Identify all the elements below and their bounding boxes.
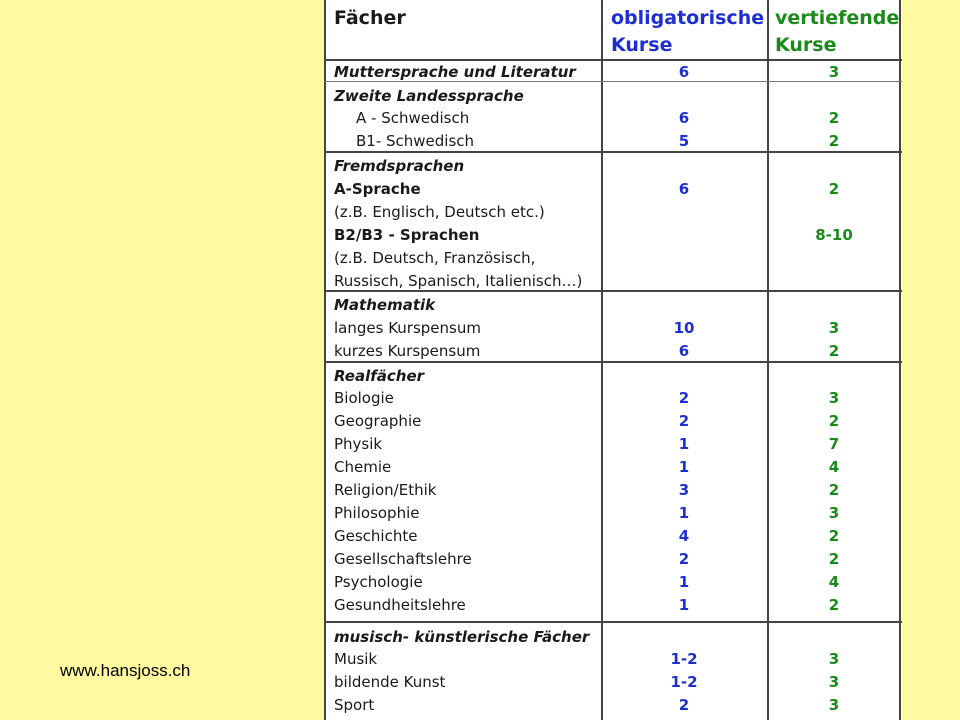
subject-label: Chemie: [334, 458, 392, 476]
advanced-value: 3: [828, 389, 840, 407]
subject-label: Biologie: [334, 389, 394, 407]
advanced-value: 3: [828, 673, 840, 691]
mandatory-value: 2: [678, 550, 690, 568]
category-label: Realfächer: [334, 367, 425, 385]
mandatory-value: 2: [678, 412, 690, 430]
mandatory-value: 1-2: [670, 673, 698, 691]
header-mandatory-line1: obligatorische: [611, 7, 765, 29]
row-divider: [324, 290, 902, 292]
mandatory-value: 1-2: [670, 650, 698, 668]
advanced-value: 2: [828, 596, 840, 614]
advanced-value: 2: [828, 132, 840, 150]
subject-label: B1- Schwedisch: [356, 132, 475, 150]
row-divider: [324, 151, 902, 153]
mandatory-value: 10: [673, 319, 695, 337]
course-table: [324, 0, 902, 720]
subject-label: bildende Kunst: [334, 673, 446, 691]
subject-label: A-Sprache: [334, 180, 421, 198]
subject-label: Gesellschaftslehre: [334, 550, 472, 568]
subject-label: langes Kurspensum: [334, 319, 481, 337]
header-subject: Fächer: [334, 7, 406, 29]
subject-label: Gesundheitslehre: [334, 596, 466, 614]
mandatory-value: 6: [678, 342, 690, 360]
mandatory-value: 2: [678, 696, 690, 714]
mandatory-value: 2: [678, 389, 690, 407]
mandatory-value: 6: [678, 109, 690, 127]
category-label: Muttersprache und Literatur: [334, 63, 576, 81]
mandatory-value: 6: [678, 180, 690, 198]
table-border-right: [899, 0, 901, 720]
subject-label: B2/B3 - Sprachen: [334, 226, 480, 244]
row-divider: [324, 361, 902, 363]
advanced-value: 4: [828, 458, 840, 476]
advanced-value: 2: [828, 109, 840, 127]
advanced-value: 3: [828, 650, 840, 668]
advanced-value: 3: [828, 696, 840, 714]
row-divider: [324, 59, 902, 61]
mandatory-value: 1: [678, 573, 690, 591]
advanced-value: 7: [828, 435, 840, 453]
table-border-left: [324, 0, 326, 720]
subject-note: (z.B. Deutsch, Französisch,: [334, 249, 536, 267]
mandatory-value: 5: [678, 132, 690, 150]
advanced-value: 2: [828, 481, 840, 499]
mandatory-value: 1: [678, 504, 690, 522]
category-label: Zweite Landessprache: [334, 87, 524, 105]
subject-label: Geographie: [334, 412, 422, 430]
subject-note: (z.B. Englisch, Deutsch etc.): [334, 203, 545, 221]
subject-label: Physik: [334, 435, 383, 453]
header-advanced-line2: Kurse: [775, 34, 837, 56]
subject-note: Russisch, Spanisch, Italienisch…): [334, 272, 583, 290]
category-label: Fremdsprachen: [334, 157, 465, 175]
advanced-value: 2: [828, 412, 840, 430]
advanced-value: 3: [828, 319, 840, 337]
mandatory-value: 4: [678, 527, 690, 545]
subject-label: Musik: [334, 650, 378, 668]
header-mandatory-line2: Kurse: [611, 34, 673, 56]
advanced-value: 3: [828, 504, 840, 522]
mandatory-value: 1: [678, 596, 690, 614]
subject-label: Geschichte: [334, 527, 418, 545]
column-divider-1: [601, 0, 603, 720]
mandatory-value: 1: [678, 458, 690, 476]
advanced-value: 8-10: [815, 226, 853, 244]
advanced-value: 2: [828, 180, 840, 198]
advanced-value: 2: [828, 342, 840, 360]
subject-label: Philosophie: [334, 504, 420, 522]
advanced-value: 4: [828, 573, 840, 591]
mandatory-value: 1: [678, 435, 690, 453]
advanced-value: 2: [828, 527, 840, 545]
row-divider: [324, 81, 902, 82]
subject-label: Religion/Ethik: [334, 481, 437, 499]
subject-label: A - Schwedisch: [356, 109, 470, 127]
subject-label: Sport: [334, 696, 375, 714]
website-url: www.hansjoss.ch: [60, 661, 191, 680]
row-divider: [324, 621, 902, 623]
mandatory-value: 6: [678, 63, 690, 81]
category-label: Mathematik: [334, 296, 436, 314]
subject-label: Psychologie: [334, 573, 423, 591]
category-label: musisch- künstlerische Fächer: [334, 628, 590, 646]
header-advanced-line1: vertiefende: [775, 7, 900, 29]
advanced-value: 3: [828, 63, 840, 81]
subject-label: kurzes Kurspensum: [334, 342, 481, 360]
mandatory-value: 3: [678, 481, 690, 499]
advanced-value: 2: [828, 550, 840, 568]
